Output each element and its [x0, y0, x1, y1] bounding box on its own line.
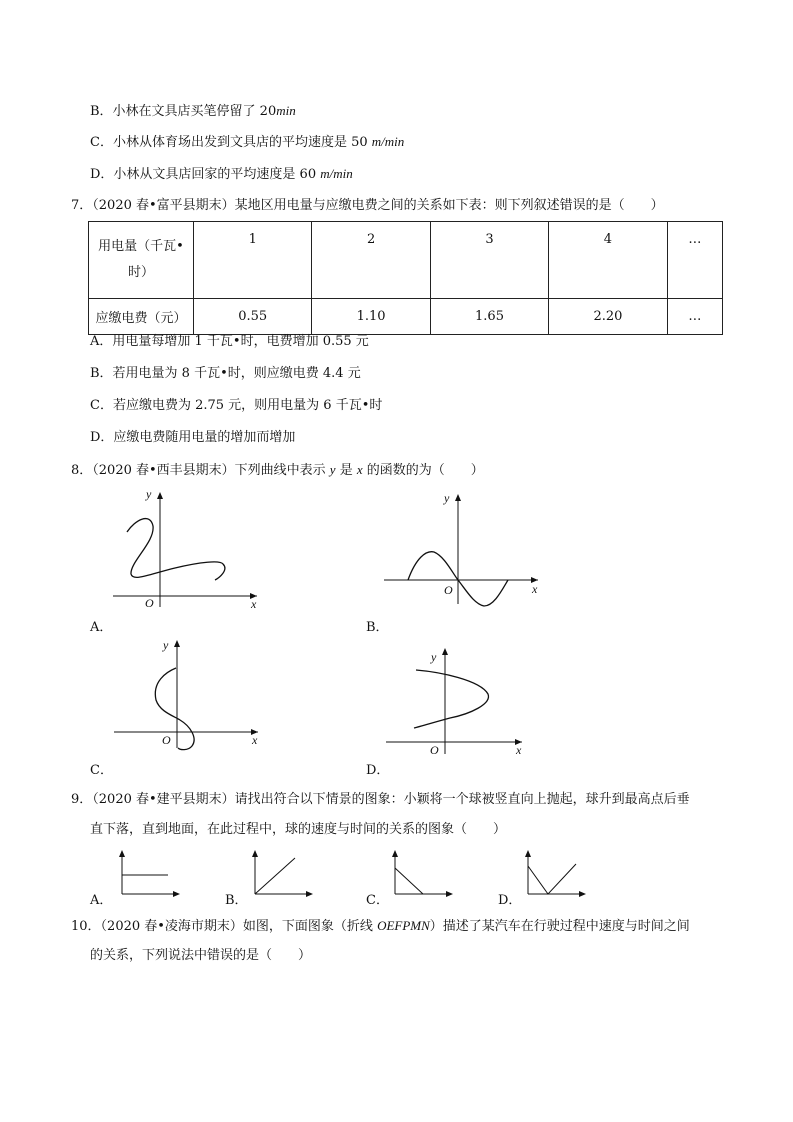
origin-label: O: [162, 733, 171, 747]
q9-graph-b: [245, 846, 317, 898]
q8-graph-c: [108, 636, 268, 756]
q7-stem: 7．（2020 春•富平县期末）某地区用电量与应缴电费之间的关系如下表：则下列叙述错误的是（ ）: [71, 198, 664, 213]
y-axis-arrow: [455, 494, 461, 501]
q7-option-c: C．若应缴电费为 2.75 元，则用电量为 6 千瓦•时: [90, 398, 383, 413]
q7-option-b: B．若用电量为 8 千瓦•时，则应缴电费 4.4 元: [90, 366, 361, 381]
y-axis-arrow: [157, 492, 163, 499]
q7-table: [88, 221, 723, 335]
axis-label-y: y: [163, 638, 169, 652]
axis-label-y: y: [146, 487, 152, 501]
q10-stem-var: OEFPMN: [377, 918, 430, 933]
y-axis-arrow: [442, 648, 448, 655]
q7-table-cell: 4: [549, 222, 667, 299]
q9-label-d: D．: [498, 893, 522, 908]
y-axis-arrow: [174, 640, 180, 647]
origin-label: O: [145, 596, 154, 610]
q10-stem-pre: 10．（2020 春•凌海市期末）如图，下面图象（折线: [71, 919, 378, 934]
curve: [127, 519, 225, 580]
q10-stem-line2: 的关系，下列说法中错误的是（ ）: [90, 948, 312, 963]
q8-graph-a: [105, 482, 265, 617]
axis-label-x: x: [252, 733, 258, 747]
q8-label-a: A．: [90, 620, 113, 635]
q8-label-b: B．: [366, 620, 389, 635]
q7-option-d: D．应缴电费随用电量的增加而增加: [90, 430, 296, 445]
y-axis-arrow: [252, 850, 258, 857]
q9-graph-c: [385, 846, 457, 898]
q6-option-c-unit: m/min: [371, 134, 405, 149]
q6-option-d-text: D．小林从文具店回家的平均速度是 60: [90, 167, 317, 182]
q6-option-c-text: C．小林从体育场出发到文具店的平均速度是 50: [90, 135, 368, 150]
axis-label-x: x: [532, 582, 538, 596]
y-axis-arrow: [119, 850, 125, 857]
x-axis-arrow: [173, 891, 180, 897]
q7-table-row-usage: [89, 222, 723, 299]
axis-label-y: y: [431, 650, 437, 664]
q7-table-cell: 1.65: [430, 299, 548, 335]
x-axis-arrow: [306, 891, 313, 897]
q7-table-cell: 2.20: [549, 299, 667, 335]
q8-stem: [71, 461, 484, 480]
q6-option-d: [90, 165, 353, 184]
y-axis-arrow: [525, 850, 531, 857]
q7-table-cell: 0.55: [194, 299, 312, 335]
q8-graph-d: [380, 642, 530, 757]
q7-table-cell: 3: [430, 222, 548, 299]
q7-table-cell: 2: [312, 222, 430, 299]
axis-label-x: x: [516, 743, 522, 757]
axis-label-x: x: [251, 597, 257, 611]
origin-label: O: [430, 743, 439, 757]
y-axis-arrow: [392, 850, 398, 857]
q7-table-cell: …: [667, 222, 722, 299]
q6-option-b-unit: min: [276, 103, 296, 118]
q7-table-cell: …: [667, 299, 722, 335]
q9-stem-line2: 直下落，直到地面，在此过程中，球的速度与时间的关系的图象（ ）: [90, 822, 507, 837]
q7-table-cell: 1.10: [312, 299, 430, 335]
q7-header-usage-line1: 用电量（千瓦•: [98, 239, 184, 254]
q8-stem-pre: 8．（2020 春•西丰县期末）下列曲线中表示: [71, 463, 330, 478]
q7-option-a: A．用电量每增加 1 千瓦•时，电费增加 0.55 元: [90, 334, 369, 349]
q6-option-b-text: B．小林在文具店买笔停留了 20: [90, 104, 277, 119]
q8-stem-mid: 是: [335, 463, 357, 478]
q7-table-cell: 1: [194, 222, 312, 299]
q9-label-b: B．: [225, 893, 248, 908]
graph-line: [395, 868, 423, 894]
q8-stem-var-y: y: [329, 462, 336, 477]
axis-label-y: y: [444, 491, 450, 505]
q7-header-usage-line2: 时）: [127, 265, 154, 280]
q8-stem-post: 的函数的为（ ）: [362, 463, 484, 478]
x-axis-arrow: [579, 891, 586, 897]
origin-label: O: [444, 583, 453, 597]
q8-label-d: D．: [366, 763, 390, 778]
q7-table-header-usage: [89, 222, 194, 299]
q6-option-b: [90, 102, 296, 121]
q7-table-row-fee: [89, 299, 723, 335]
q6-option-c: [90, 133, 404, 152]
curve: [414, 670, 488, 728]
q6-option-d-unit: m/min: [320, 166, 353, 181]
q9-label-c: C．: [366, 893, 389, 908]
graph-line: [528, 864, 576, 894]
q8-graph-b: [378, 486, 548, 616]
q9-graph-a: [112, 846, 184, 898]
graph-line: [255, 858, 295, 894]
q9-stem-line1: 9．（2020 春•建平县期末）请找出符合以下情景的图象：小颖将一个球被竖直向上抛起，球升到最高点后垂: [71, 792, 690, 807]
q9-label-a: A．: [90, 893, 113, 908]
x-axis-arrow: [446, 891, 453, 897]
q9-graph-d: [518, 846, 590, 898]
q8-stem-var-x: x: [356, 462, 363, 477]
q10-stem-post: ）描述了某汽车在行驶过程中速度与时间之间: [429, 919, 690, 934]
q7-table-header-fee: 应缴电费（元）: [89, 299, 194, 335]
q8-label-c: C．: [90, 763, 113, 778]
q10-stem-line1: [71, 917, 690, 936]
